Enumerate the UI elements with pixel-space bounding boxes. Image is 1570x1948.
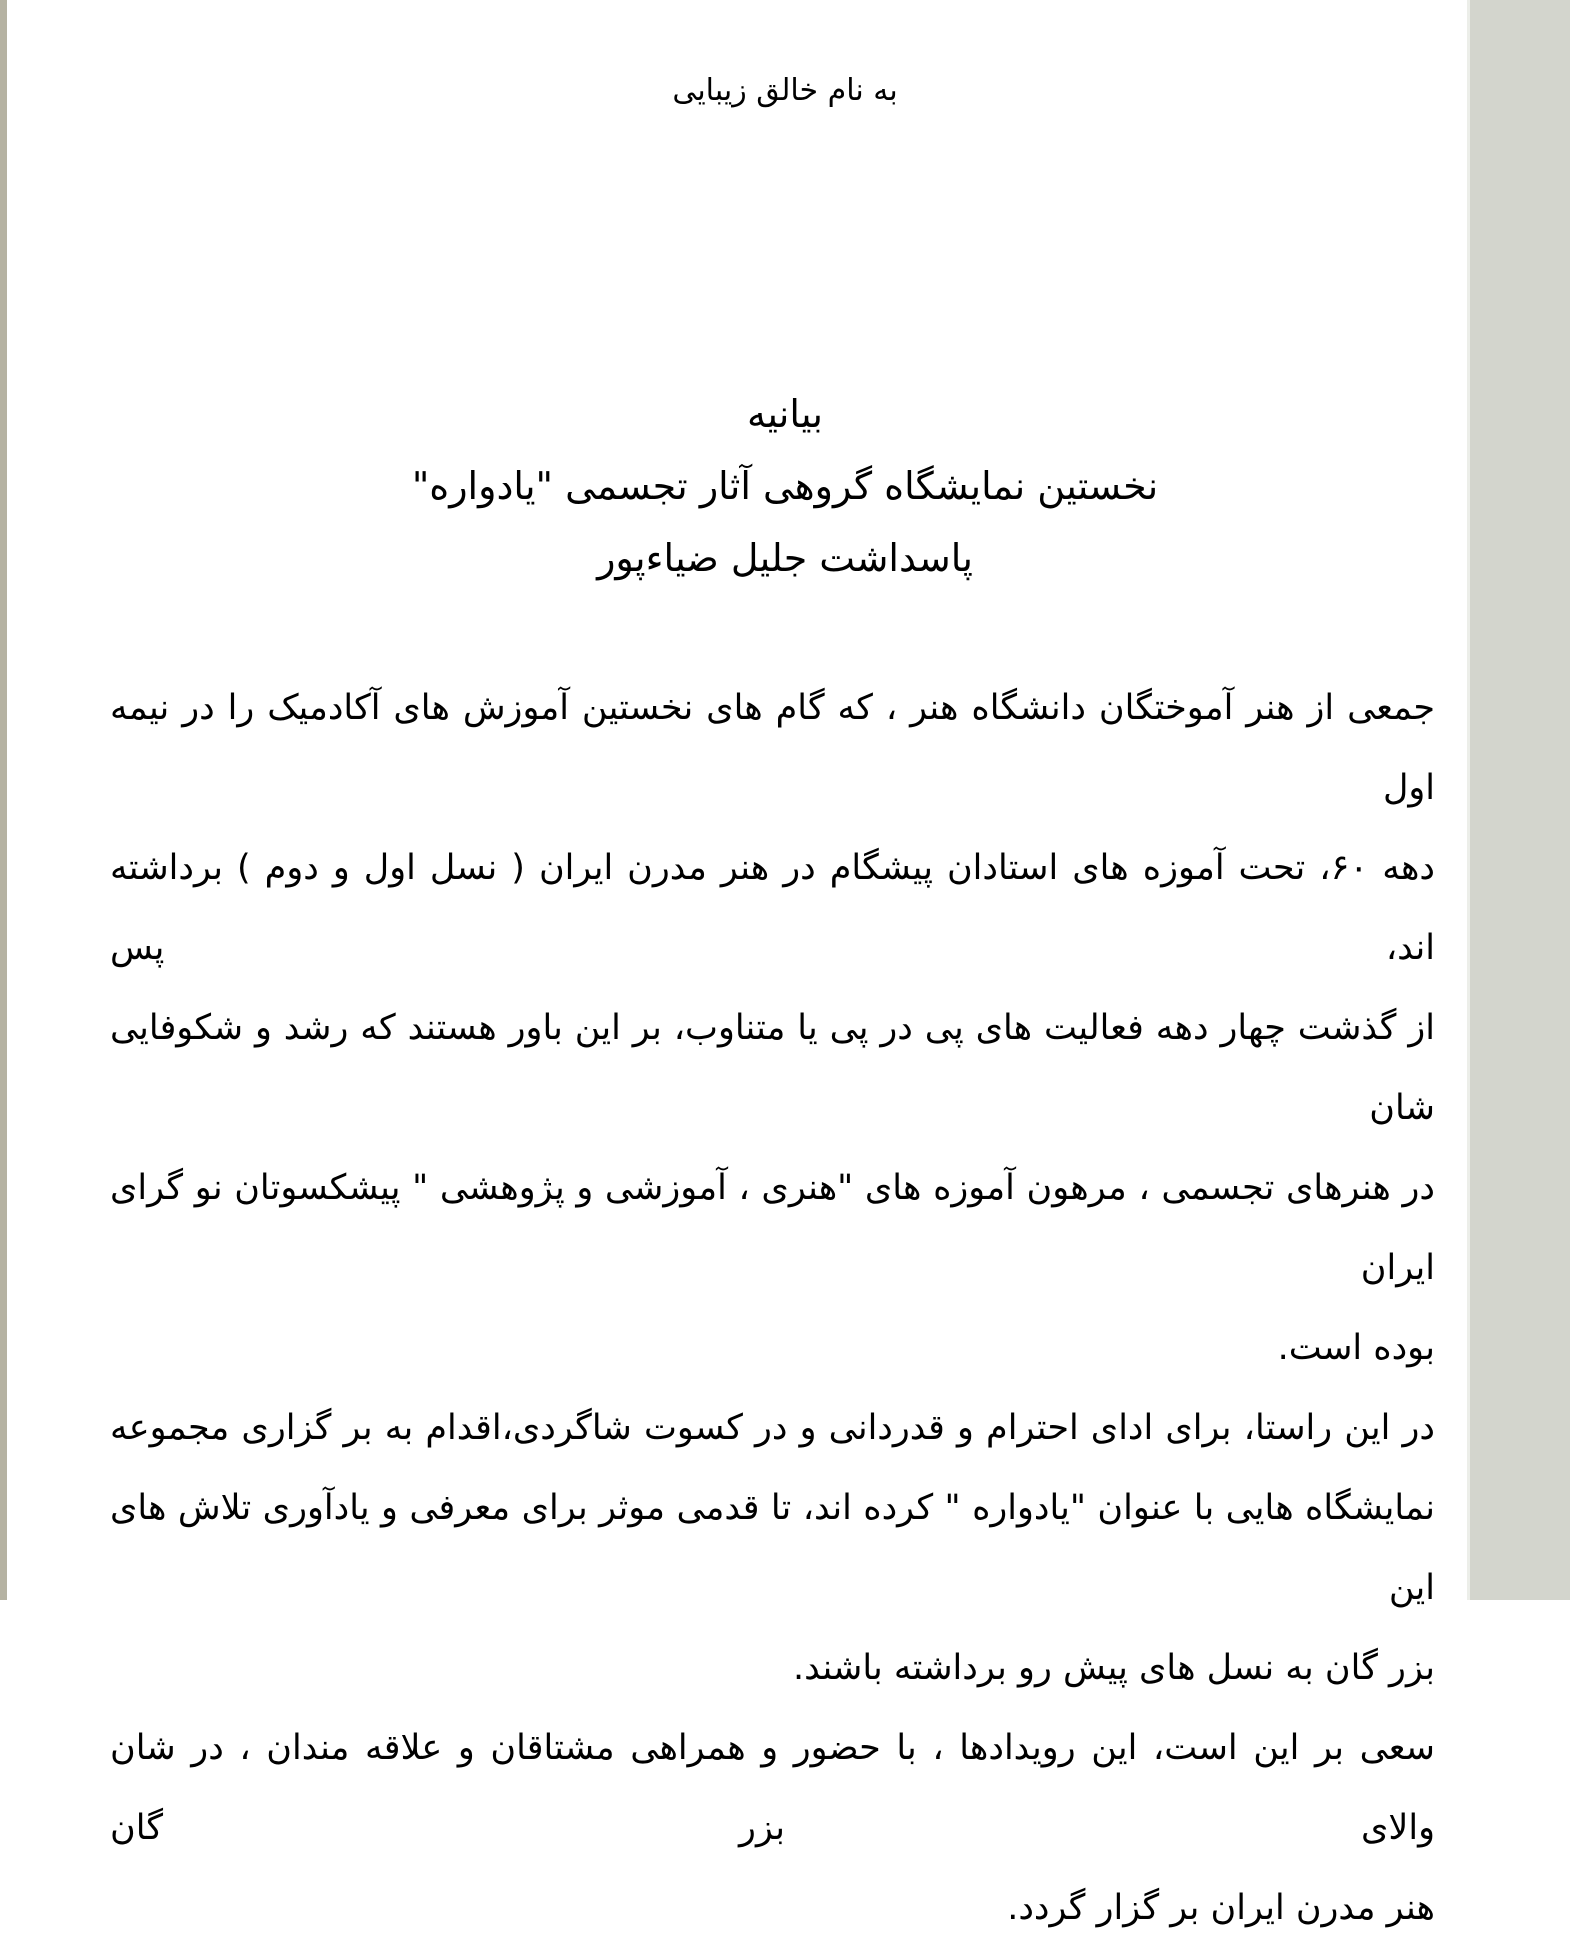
statement-line: دهه ۶۰، تحت آموزه های استادان پیشگام در هنر مدرن ایران ( نسل اول و دوم ) برداشته اند، پس (110, 848, 1436, 968)
statement-line: بزر گان به نسل های پیش رو برداشته باشند. (792, 1648, 1435, 1688)
statement-line: بوده است. (1277, 1328, 1435, 1368)
statement-line: در هنرهای تجسمی ، مرهون آموزه های "هنری ، آموزشی و پژوهشی " پیشکسوتان نو گرای ایران (110, 1168, 1435, 1288)
statement-line: در این راستا، برای ادای احترام و قدردانی و در کسوت شاگردی،اقدام به بر گزاری مجموعه (110, 1408, 1435, 1448)
title-block (0, 378, 1570, 594)
statement-line: جمعی از هنر آموختگان دانشگاه هنر ، که گام های نخستین آموزش های آکادمیک را در نیمه اول (110, 688, 1435, 808)
exhibition-title: نخستین نمایشگاه گروهی آثار تجسمی "یادواره" (411, 464, 1159, 508)
statement-line: از گذشت چهار دهه فعالیت های پی در پی یا متناوب، بر این باور هستند که رشد و شکوفایی شان (110, 1008, 1435, 1128)
statement-body (110, 668, 1435, 1948)
tribute-line: پاسداشت جلیل ضیاءپور (597, 536, 973, 580)
statement-line: سعی بر این است، این رویدادها ، با حضور و همراهی مشتاقان و علاقه مندان ، در شان والای بزر گان (110, 1728, 1435, 1848)
left-page-edge-strip (0, 0, 7, 1600)
statement-line: هنر مدرن ایران بر گزار گردد. (1007, 1888, 1435, 1928)
bismillah-line: به نام خالق زیبایی (672, 73, 898, 108)
document-title: بیانیه (746, 392, 824, 436)
statement-line: نمایشگاه هایی با عنوان "یادواره " کرده اند، تا قدمی موثر برای معرفی و یادآوری تلاش های این (110, 1488, 1435, 1608)
right-gutter (1467, 0, 1570, 1600)
